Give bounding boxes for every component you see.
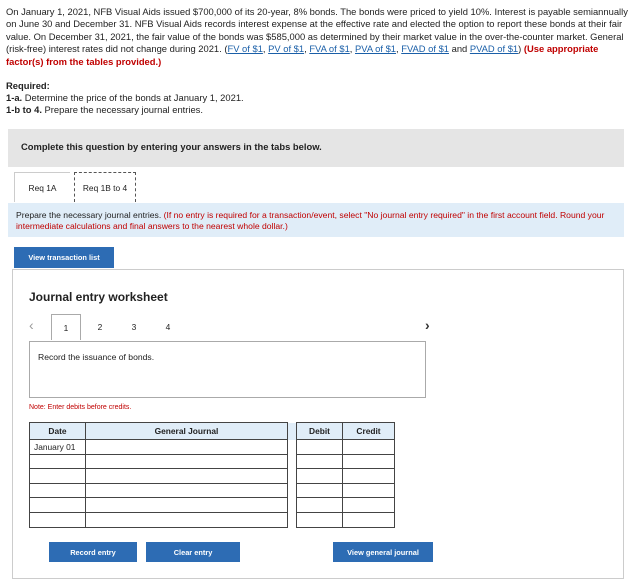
credit-cell[interactable] (343, 440, 395, 455)
date-cell (30, 469, 86, 484)
fvad-link[interactable]: FVAD of $1 (401, 43, 449, 55)
view-transaction-list-button[interactable]: View transaction list (14, 247, 114, 268)
view-general-journal-button[interactable]: View general journal (333, 542, 433, 562)
credit-cell[interactable] (343, 512, 395, 527)
pva-link[interactable]: PVA of $1 (355, 43, 397, 55)
date-cell (30, 512, 86, 527)
debit-cell[interactable] (297, 483, 343, 498)
debit-cell[interactable] (297, 498, 343, 513)
fva-link[interactable]: FVA of $1 (309, 43, 350, 55)
table-row (30, 440, 395, 455)
account-cell[interactable] (86, 454, 288, 469)
page-4[interactable]: 4 (165, 322, 171, 332)
credit-cell[interactable] (343, 454, 395, 469)
required-item-1a: 1-a. Determine the price of the bonds at January 1, 2021. (6, 92, 244, 104)
worksheet-title: Journal entry worksheet (29, 290, 168, 304)
journal-table (29, 422, 395, 528)
page-3[interactable]: 3 (131, 322, 137, 332)
entry-description: Record the issuance of bonds. (29, 341, 426, 398)
tab-req-1b-to-4[interactable]: Req 1B to 4 (74, 172, 136, 202)
complete-banner (8, 129, 624, 167)
table-row (30, 512, 395, 527)
table-row (30, 483, 395, 498)
account-cell[interactable] (86, 469, 288, 484)
table-row (30, 469, 395, 484)
required-item-1b: 1-b to 4. Prepare the necessary journal entries. (6, 104, 203, 116)
page-1[interactable]: 1 (51, 314, 81, 340)
instruction-box: Prepare the necessary journal entries. (If no entry is required for a transaction/event, select "No journal entry required" in the first account field. Round your intermediate calculations and final answers to the nearest whole dollar.) (8, 203, 624, 237)
credit-cell[interactable] (343, 498, 395, 513)
debit-cell[interactable] (297, 440, 343, 455)
problem-text: On January 1, 2021, NFB Visual Aids issued $700,000 of its 20-year, 8% bonds. The bonds were priced to yield 10%. Interest is payable semiannually on June 30 and December 31. NFB Visual Aids records interest expense at the effective rate and elected the option to report these bonds at their fair value. On December 31, 2021, the fair value of the bonds was $585,000 as determined by their market value in the over-the-counter market. General (risk-free) interest rates did not change during 2021. (FV of $1, PV of $1, FVA of $1, PVA of $1, FVAD of $1 and PVAD of $1) (Use appropriate factor(s) from the tables provided.) (6, 6, 628, 67)
header-general-journal: General Journal (86, 423, 288, 440)
required-heading: Required: (6, 80, 50, 91)
account-cell[interactable] (86, 483, 288, 498)
date-cell (30, 454, 86, 469)
account-cell[interactable] (86, 440, 288, 455)
clear-entry-button[interactable]: Clear entry (146, 542, 240, 562)
journal-entry-worksheet (12, 269, 624, 579)
credit-cell[interactable] (343, 469, 395, 484)
date-cell (30, 498, 86, 513)
table-row (30, 454, 395, 469)
pv-link[interactable]: PV of $1 (268, 43, 305, 55)
tables-hint: (Use appropriate factor(s) from the tables provided.) (6, 43, 599, 67)
debit-credit-note: Note: Enter debits before credits. (29, 404, 132, 411)
table-row (30, 498, 395, 513)
date-cell: January 01 (30, 440, 86, 455)
chevron-right-icon[interactable]: › (425, 317, 430, 333)
required-section (6, 80, 244, 117)
date-cell (30, 483, 86, 498)
pvad-link[interactable]: PVAD of $1 (469, 43, 519, 55)
fv-link[interactable]: FV of $1 (227, 43, 263, 55)
debit-cell[interactable] (297, 469, 343, 484)
header-debit: Debit (297, 423, 343, 440)
header-date: Date (30, 423, 86, 440)
credit-cell[interactable] (343, 483, 395, 498)
debit-cell[interactable] (297, 512, 343, 527)
page-2[interactable]: 2 (97, 322, 103, 332)
debit-cell[interactable] (297, 454, 343, 469)
header-credit: Credit (343, 423, 395, 440)
account-cell[interactable] (86, 512, 288, 527)
chevron-left-icon[interactable]: ‹ (29, 317, 34, 333)
tab-req-1a[interactable]: Req 1A (14, 172, 70, 202)
complete-banner-text: Complete this question by entering your answers in the tabs below. (21, 141, 322, 152)
record-entry-button[interactable]: Record entry (49, 542, 137, 562)
account-cell[interactable] (86, 498, 288, 513)
worksheet-pager (29, 314, 609, 340)
